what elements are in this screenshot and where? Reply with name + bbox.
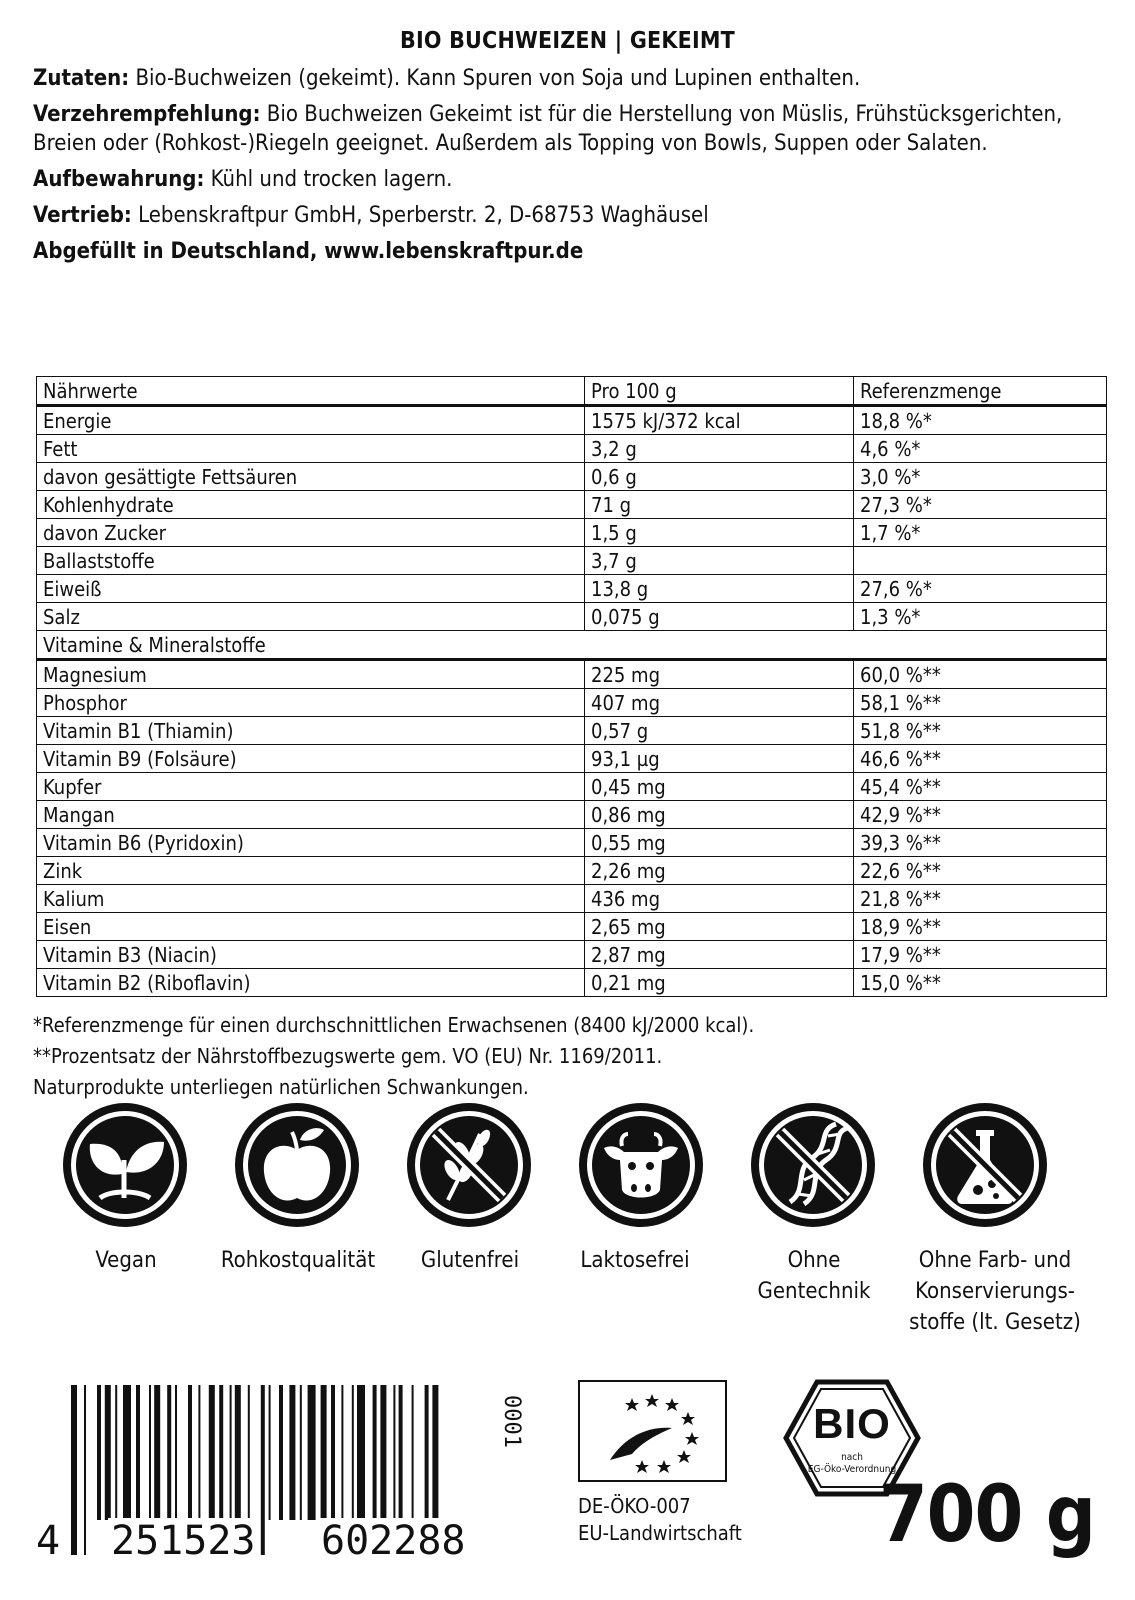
recommendation-label: Verzehrempfehlung: <box>33 102 261 127</box>
barcode-bar <box>269 1385 271 1520</box>
table-row <box>37 491 1107 519</box>
table-row <box>37 435 1107 463</box>
label-gentechnik-1: Ohne <box>787 1248 841 1273</box>
nutrient-name: Vitamin B9 (Folsäure) <box>37 745 585 773</box>
eu-organic-code <box>578 1493 742 1547</box>
nutrient-reference: 42,9 %** <box>854 801 1107 829</box>
nutrient-per-100g: 0,45 mg <box>585 773 854 801</box>
table-row <box>37 969 1107 997</box>
table-row <box>37 463 1107 491</box>
nutrient-per-100g: 407 mg <box>585 689 854 717</box>
barcode-bar <box>188 1385 192 1520</box>
nutrient-name: Vitamin B1 (Thiamin) <box>37 717 585 745</box>
ingredients-text: Bio-Buchweizen (gekeimt). Kann Spuren von Soja und Lupinen enthalten. <box>129 66 861 91</box>
barcode-bar <box>300 1385 302 1520</box>
nutrient-per-100g: 3,2 g <box>585 435 854 463</box>
distributor-label: Vertrieb: <box>33 203 132 228</box>
storage-label: Aufbewahrung: <box>33 167 205 192</box>
nutrient-per-100g: 2,65 mg <box>585 913 854 941</box>
table-row <box>37 885 1107 913</box>
barcode-bar <box>115 1385 117 1520</box>
nutrient-reference: 27,6 %* <box>854 575 1107 603</box>
nutrient-name: Eiweiß <box>37 575 585 603</box>
nutrient-name: Kalium <box>37 885 585 913</box>
nutrient-per-100g: 0,21 mg <box>585 969 854 997</box>
nutrient-reference: 15,0 %** <box>854 969 1107 997</box>
dna-icon <box>748 1100 878 1230</box>
table-header-row <box>37 377 1107 406</box>
label-gluten: Glutenfrei <box>420 1248 520 1273</box>
table-row <box>37 519 1107 547</box>
barcode-digits-left: 251523 <box>108 1518 259 1564</box>
nutrient-reference: 3,0 %* <box>854 463 1107 491</box>
nutrient-name: Ballaststoffe <box>37 547 585 575</box>
nutrient-per-100g: 225 mg <box>585 660 854 689</box>
label-laktose: Laktosefrei <box>580 1248 690 1273</box>
nutrient-reference: 1,3 %* <box>854 603 1107 631</box>
nutrient-name: Zink <box>37 857 585 885</box>
recommendation-line <box>33 100 1108 158</box>
barcode-digits-right: 602288 <box>318 1518 469 1564</box>
gluten-free-icon <box>404 1100 534 1230</box>
distributor-line <box>33 201 1108 230</box>
apple-icon <box>232 1100 362 1230</box>
barcode-bar <box>97 1385 101 1520</box>
footnote-reference: *Referenzmenge für einen durchschnittlichen Erwachsenen (8400 kJ/2000 kcal). <box>33 1013 755 1037</box>
nutrient-per-100g: 0,075 g <box>585 603 854 631</box>
barcode-bar <box>235 1385 241 1520</box>
nutrient-per-100g: 1575 kJ/372 kcal <box>585 406 854 435</box>
nutrient-reference: 60,0 %** <box>854 660 1107 689</box>
nutrient-reference: 22,6 %** <box>854 857 1107 885</box>
table-row <box>37 717 1107 745</box>
nutrient-reference: 4,6 %* <box>854 435 1107 463</box>
nutrient-reference: 21,8 %** <box>854 885 1107 913</box>
distributor-text: Lebenskraftpur GmbH, Sperberstr. 2, D-68753 Waghäusel <box>131 203 709 228</box>
barcode-bar <box>154 1385 160 1520</box>
label-farbstoffe-1: Ohne Farb- und <box>918 1248 1072 1273</box>
recommendation-text: Bio Buchweizen Gekeimt ist für die Herstellung von Müslis, Frühstücksgerichten, Breien oder (Rohkost-)Riegeln geeignet. Außerdem als Topping von Bowls, Suppen oder Salaten. <box>33 102 1063 156</box>
label-farbstoffe-3: stoffe (lt. Gesetz) <box>909 1310 1081 1335</box>
bio-seal-small1: nach <box>841 1452 863 1463</box>
barcode-bar <box>149 1385 151 1520</box>
nutrient-per-100g: 0,57 g <box>585 717 854 745</box>
nutrient-per-100g: 436 mg <box>585 885 854 913</box>
cow-icon <box>576 1100 706 1230</box>
barcode-bar <box>123 1385 131 1520</box>
barcode-bar <box>352 1385 354 1520</box>
eu-organic-leaf-icon <box>578 1380 727 1482</box>
nutrient-reference: 46,6 %** <box>854 745 1107 773</box>
nutrient-name: Vitamin B2 (Riboflavin) <box>37 969 585 997</box>
nutrient-name: Mangan <box>37 801 585 829</box>
nutrient-name: Kupfer <box>37 773 585 801</box>
table-row <box>37 829 1107 857</box>
footnotes <box>33 1010 754 1103</box>
barcode-bar <box>289 1385 295 1520</box>
nutrient-per-100g: 2,87 mg <box>585 941 854 969</box>
bottled-text: Abgefüllt in Deutschland, www.lebenskraftpur.de <box>33 239 584 264</box>
label-rohkost: Rohkostqualität <box>220 1248 376 1273</box>
label-farbstoffe <box>895 1245 1095 1338</box>
footnote-natural: Naturprodukte unterliegen natürlichen Schwankungen. <box>33 1075 529 1099</box>
label-farbstoffe-2: Konservierungs- <box>915 1279 1075 1304</box>
nutrient-per-100g: 1,5 g <box>585 519 854 547</box>
nutrient-per-100g: 0,55 mg <box>585 829 854 857</box>
label-gentechnik <box>724 1245 904 1307</box>
table-row <box>37 913 1107 941</box>
nutrient-name: Magnesium <box>37 660 585 689</box>
barcode-bar <box>175 1385 177 1520</box>
barcode-bar <box>393 1385 395 1520</box>
storage-line <box>33 165 1108 194</box>
table-row <box>37 745 1107 773</box>
footnote-percentage: **Prozentsatz der Nährstoffbezugswerte gem. VO (EU) Nr. 1169/2011. <box>33 1044 663 1068</box>
barcode-bar <box>198 1385 200 1520</box>
barcode-bar <box>136 1385 140 1520</box>
nutrient-reference: 45,4 %** <box>854 773 1107 801</box>
label-gentechnik-2: Gentechnik <box>757 1279 871 1304</box>
barcode-bar <box>209 1385 215 1520</box>
table-row <box>37 773 1107 801</box>
barcode-bar <box>308 1385 316 1520</box>
barcode-bar <box>219 1385 223 1520</box>
nutrient-name: Eisen <box>37 913 585 941</box>
table-row <box>37 660 1107 689</box>
header-referenzmenge: Referenzmenge <box>854 377 1107 406</box>
nutrient-per-100g: 71 g <box>585 491 854 519</box>
table-row <box>37 689 1107 717</box>
net-weight: 700 g <box>878 1470 1095 1560</box>
header-naehrwerte: Nährwerte <box>37 377 585 406</box>
ingredients-label: Zutaten: <box>33 66 130 91</box>
flask-icon <box>920 1100 1050 1230</box>
barcode-bar <box>248 1385 250 1520</box>
nutrient-name: Fett <box>37 435 585 463</box>
barcode-bar <box>230 1385 232 1520</box>
header-pro-100g: Pro 100 g <box>585 377 854 406</box>
barcode-side-code: 0001 <box>499 1395 524 1448</box>
vegan-icon <box>60 1100 190 1230</box>
nutrient-per-100g: 0,86 mg <box>585 801 854 829</box>
nutrient-reference: 17,9 %** <box>854 941 1107 969</box>
barcode-bar <box>105 1385 111 1520</box>
nutrient-name: Vitamin B6 (Pyridoxin) <box>37 829 585 857</box>
badge-labels <box>0 1245 1135 1355</box>
nutrient-name: Kohlenhydrate <box>37 491 585 519</box>
nutrient-per-100g: 93,1 µg <box>585 745 854 773</box>
eu-control-code: DE-ÖKO-007 <box>578 1494 691 1518</box>
nutrient-name: Phosphor <box>37 689 585 717</box>
nutrient-reference: 1,7 %* <box>854 519 1107 547</box>
eu-agriculture: EU-Landwirtschaft <box>578 1521 742 1545</box>
bottled-line <box>33 237 1108 266</box>
ingredients-line <box>33 64 1108 93</box>
nutrient-per-100g: 0,6 g <box>585 463 854 491</box>
nutrient-per-100g: 3,7 g <box>585 547 854 575</box>
nutrient-reference: 27,3 %* <box>854 491 1107 519</box>
nutrient-name: Vitamin B3 (Niacin) <box>37 941 585 969</box>
barcode-bar <box>167 1385 171 1520</box>
barcode-bar <box>279 1385 283 1520</box>
bio-seal-text: BIO <box>813 1400 891 1447</box>
nutrient-name: Energie <box>37 406 585 435</box>
table-row <box>37 801 1107 829</box>
label-vegan: Vegan <box>95 1248 157 1273</box>
storage-text: Kühl und trocken lagern. <box>204 167 453 192</box>
nutrient-per-100g: 2,26 mg <box>585 857 854 885</box>
nutrient-reference: 58,1 %** <box>854 689 1107 717</box>
nutrient-per-100g: 13,8 g <box>585 575 854 603</box>
nutrient-reference: 39,3 %** <box>854 829 1107 857</box>
barcode-bar <box>341 1385 343 1520</box>
barcode-digit-first: 4 <box>33 1518 63 1564</box>
badge-icons <box>60 1100 1080 1230</box>
barcode-digits <box>33 1518 493 1564</box>
table-section-row <box>37 631 1107 660</box>
bio-seal-small2: EG-Öko-Verordnung <box>807 1464 897 1475</box>
barcode-bar <box>373 1385 377 1520</box>
barcode-bar <box>412 1385 414 1520</box>
barcode-bar <box>380 1385 386 1520</box>
table-row <box>37 406 1107 435</box>
table-row <box>37 575 1107 603</box>
product-title: BIO BUCHWEIZEN | GEKEIMT <box>400 28 735 54</box>
nutrient-name: Salz <box>37 603 585 631</box>
barcode-bar <box>399 1385 403 1520</box>
nutrient-reference <box>854 547 1107 575</box>
barcode-bar <box>357 1385 365 1520</box>
nutrient-reference: 18,8 %* <box>854 406 1107 435</box>
table-row <box>37 603 1107 631</box>
section-vitamins-minerals: Vitamine & Mineralstoffe <box>37 631 1107 660</box>
nutrient-reference: 51,8 %** <box>854 717 1107 745</box>
table-row <box>37 547 1107 575</box>
table-row <box>37 857 1107 885</box>
product-info <box>33 64 1108 273</box>
barcode-bar <box>321 1385 327 1520</box>
nutrient-name: davon gesättigte Fettsäuren <box>37 463 585 491</box>
nutrient-reference: 18,9 %** <box>854 913 1107 941</box>
table-row <box>37 941 1107 969</box>
barcode-bar <box>331 1385 335 1520</box>
nutrient-name: davon Zucker <box>37 519 585 547</box>
nutrition-table <box>36 376 1107 997</box>
